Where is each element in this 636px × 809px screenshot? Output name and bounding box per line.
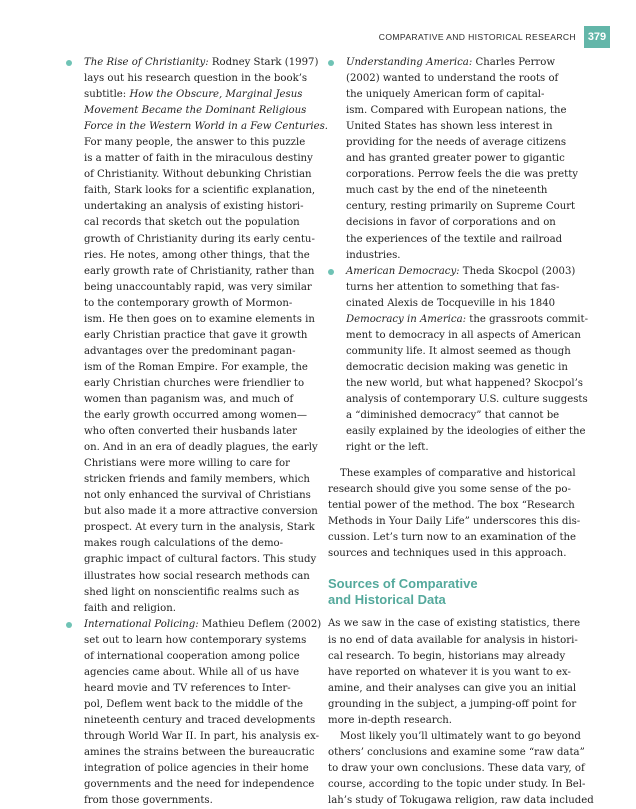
paragraph-raw-data [328, 729, 594, 809]
text-line: ries. He notes, among other things, that the [84, 249, 310, 261]
text-line: tential power of the method. The box “Research [328, 500, 575, 512]
text-line: shed light on nonscientific realms such as [84, 586, 300, 598]
text-line: ment to democracy in all aspects of American [346, 329, 581, 341]
text-line: International Policing: Mathieu Deflem (2002) [84, 618, 322, 630]
bullet-rise-of-christianity [66, 55, 328, 617]
text-line: industries. [346, 249, 401, 261]
text-line: set out to learn how contemporary systems [84, 634, 307, 646]
text-line: faith, Stark looks for a scientific explanation, [84, 185, 316, 197]
text-line: century, resting primarily on Supreme Court [346, 201, 576, 213]
text-line: amines the strains between the bureaucratic [84, 747, 315, 759]
text-line: Democracy in America: the grassroots commit- [346, 313, 589, 325]
text-line: cinated Alexis de Tocqueville in his 1840 [346, 297, 556, 309]
text-line: The Rise of Christianity: Rodney Stark (1997) [84, 57, 319, 68]
text-line: research should give you some sense of the po- [328, 484, 571, 496]
text-line: As we saw in the case of existing statistics, there [328, 618, 581, 630]
text-line: Christians were more willing to care for [84, 458, 290, 470]
text-line: These examples of comparative and historical [340, 468, 576, 480]
text-line: Force in the Western World in a Few Centuries. [84, 121, 328, 133]
text-line: and has granted greater power to gigantic [346, 153, 565, 165]
text-line: providing for the needs of average citizens [346, 137, 567, 149]
text-line: decisions in favor of corporations and on [346, 217, 556, 229]
text-line: corporations. Perrow feels the die was pretty [346, 169, 579, 181]
text-line: faith and religion. [84, 602, 176, 614]
text-line: advantages over the predominant pagan- [84, 345, 296, 357]
bullet-dot [328, 269, 334, 275]
text-line: is a matter of faith in the miraculous destiny [84, 153, 313, 165]
text-line: cal research. To begin, historians may already [328, 650, 566, 662]
text-line: Methods in Your Daily Life” underscores this dis- [328, 516, 581, 528]
text-line: stricken friends and family members, which [84, 474, 310, 486]
text-line: the new world, but what happened? Skocpol’s [346, 377, 583, 389]
text-line: graphic impact of cultural factors. This study [84, 554, 317, 566]
text-line: nineteenth century and traced developments [84, 714, 316, 726]
section-heading: Sources of Comparative and Historical Data [328, 576, 478, 608]
text-line: lays out his research question in the book’s [84, 73, 308, 85]
text-line: amine, and their analyses can give you an initial [328, 682, 577, 694]
text-line: analysis of contemporary U.S. culture suggests [346, 393, 588, 405]
page-header [379, 26, 610, 48]
text-line: more in-depth research. [328, 714, 452, 726]
text-line: illustrates how social research methods can [84, 570, 310, 582]
text-line: the uniquely American form of capital- [346, 89, 545, 101]
text-line: but also made it a more attractive conversion [84, 506, 318, 518]
text-line: pol, Deflem went back to the middle of the [84, 698, 304, 710]
text-line: For many people, the answer to this puzzle [84, 137, 306, 149]
text-line: subtitle: How the Obscure, Marginal Jesus [84, 89, 303, 101]
text-line: governments and the need for independence [84, 779, 315, 791]
page-number: 379 [584, 26, 610, 48]
text-line: is no end of data available for analysis in histori- [328, 634, 578, 646]
text-line: cussion. Let’s turn now to an examination of the [328, 532, 577, 544]
text-line: easily explained by the ideologies of either the [346, 426, 586, 438]
text-line: ism. Compared with European nations, the [346, 105, 567, 117]
text-line: through World War II. In part, his analysis ex- [84, 730, 320, 742]
text-line: course, according to the topic under study. In Bel- [328, 778, 586, 790]
text-line: integration of police agencies in their home [84, 763, 309, 775]
text-line: others’ conclusions and examine some “raw data” [328, 746, 585, 758]
right-column [328, 55, 594, 809]
text-line: United States has shown less interest in [346, 121, 553, 133]
paragraph-examples [328, 466, 581, 562]
left-column [66, 55, 328, 809]
text-line: growth of Christianity during its early centu- [84, 233, 315, 245]
text-line: heard movie and TV references to Inter- [84, 682, 291, 694]
text-line: from those governments. [84, 795, 213, 807]
text-line: women than paganism was, and much of [84, 393, 294, 405]
paragraph-sources [328, 616, 581, 728]
text-line: cal records that sketch out the population [84, 217, 300, 229]
text-line: the early growth occurred among women— [84, 410, 308, 422]
text-line: community life. It almost seemed as though [346, 345, 571, 357]
text-line: of international cooperation among police [84, 650, 300, 662]
running-head: COMPARATIVE AND HISTORICAL RESEARCH [378, 32, 576, 42]
text-line: the experiences of the textile and railroad [346, 233, 563, 245]
text-line: being unaccountably rapid, was very similar [84, 281, 312, 293]
bullet-dot [66, 60, 72, 66]
text-line: American Democracy: Theda Skocpol (2003) [346, 265, 576, 277]
bullet-dot [66, 622, 72, 628]
text-line: (2002) wanted to understand the roots of [346, 73, 559, 85]
bullet-dot [328, 60, 334, 66]
bullet-american-democracy [328, 264, 589, 457]
text-line: undertaking an analysis of existing histori- [84, 201, 304, 213]
text-line: makes rough calculations of the demo- [84, 538, 284, 550]
text-line: right or the left. [346, 442, 429, 454]
text-line: prospect. At every turn in the analysis, Stark [84, 522, 315, 534]
bullet-international-policing [66, 617, 322, 809]
text-line: grounding in the subject, a jumping-off point for [328, 698, 577, 710]
text-line: have reported on whatever it is you want to ex- [328, 666, 571, 678]
text-line: Understanding America: Charles Perrow [346, 57, 556, 68]
text-line: a “diminished democracy” that cannot be [346, 410, 560, 422]
text-line: to the contemporary growth of Mormon- [84, 297, 293, 309]
text-line: to draw your own conclusions. These data vary, of [328, 762, 585, 774]
text-line: who often converted their husbands later [84, 426, 297, 438]
text-line: agencies came about. While all of us have [84, 666, 300, 678]
text-line: democratic decision making was genetic in [346, 361, 568, 373]
text-line: early Christian practice that gave it growth [84, 329, 308, 341]
text-line: Most likely you’ll ultimately want to go beyond [340, 730, 581, 742]
text-line: early Christian churches were friendlier to [84, 377, 305, 389]
text-line: ism. He then goes on to examine elements in [84, 313, 315, 325]
text-line: of Christianity. Without debunking Christian [84, 169, 312, 181]
text-line: early growth rate of Christianity, rather than [84, 265, 315, 277]
text-line: lah’s study of Tokugawa religion, raw data included [328, 794, 594, 806]
text-line: Movement Became the Dominant Religious [84, 105, 307, 117]
text-line: much cast by the end of the nineteenth [346, 185, 548, 197]
bullet-understanding-america [328, 55, 579, 264]
text-line: not only enhanced the survival of Christians [84, 490, 311, 502]
text-line: turns her attention to something that fas- [346, 281, 560, 293]
text-line: sources and techniques used in this approach. [328, 548, 567, 560]
text-line: on. And in an era of deadly plagues, the early [84, 442, 318, 454]
text-line: ism of the Roman Empire. For example, the [84, 361, 308, 373]
